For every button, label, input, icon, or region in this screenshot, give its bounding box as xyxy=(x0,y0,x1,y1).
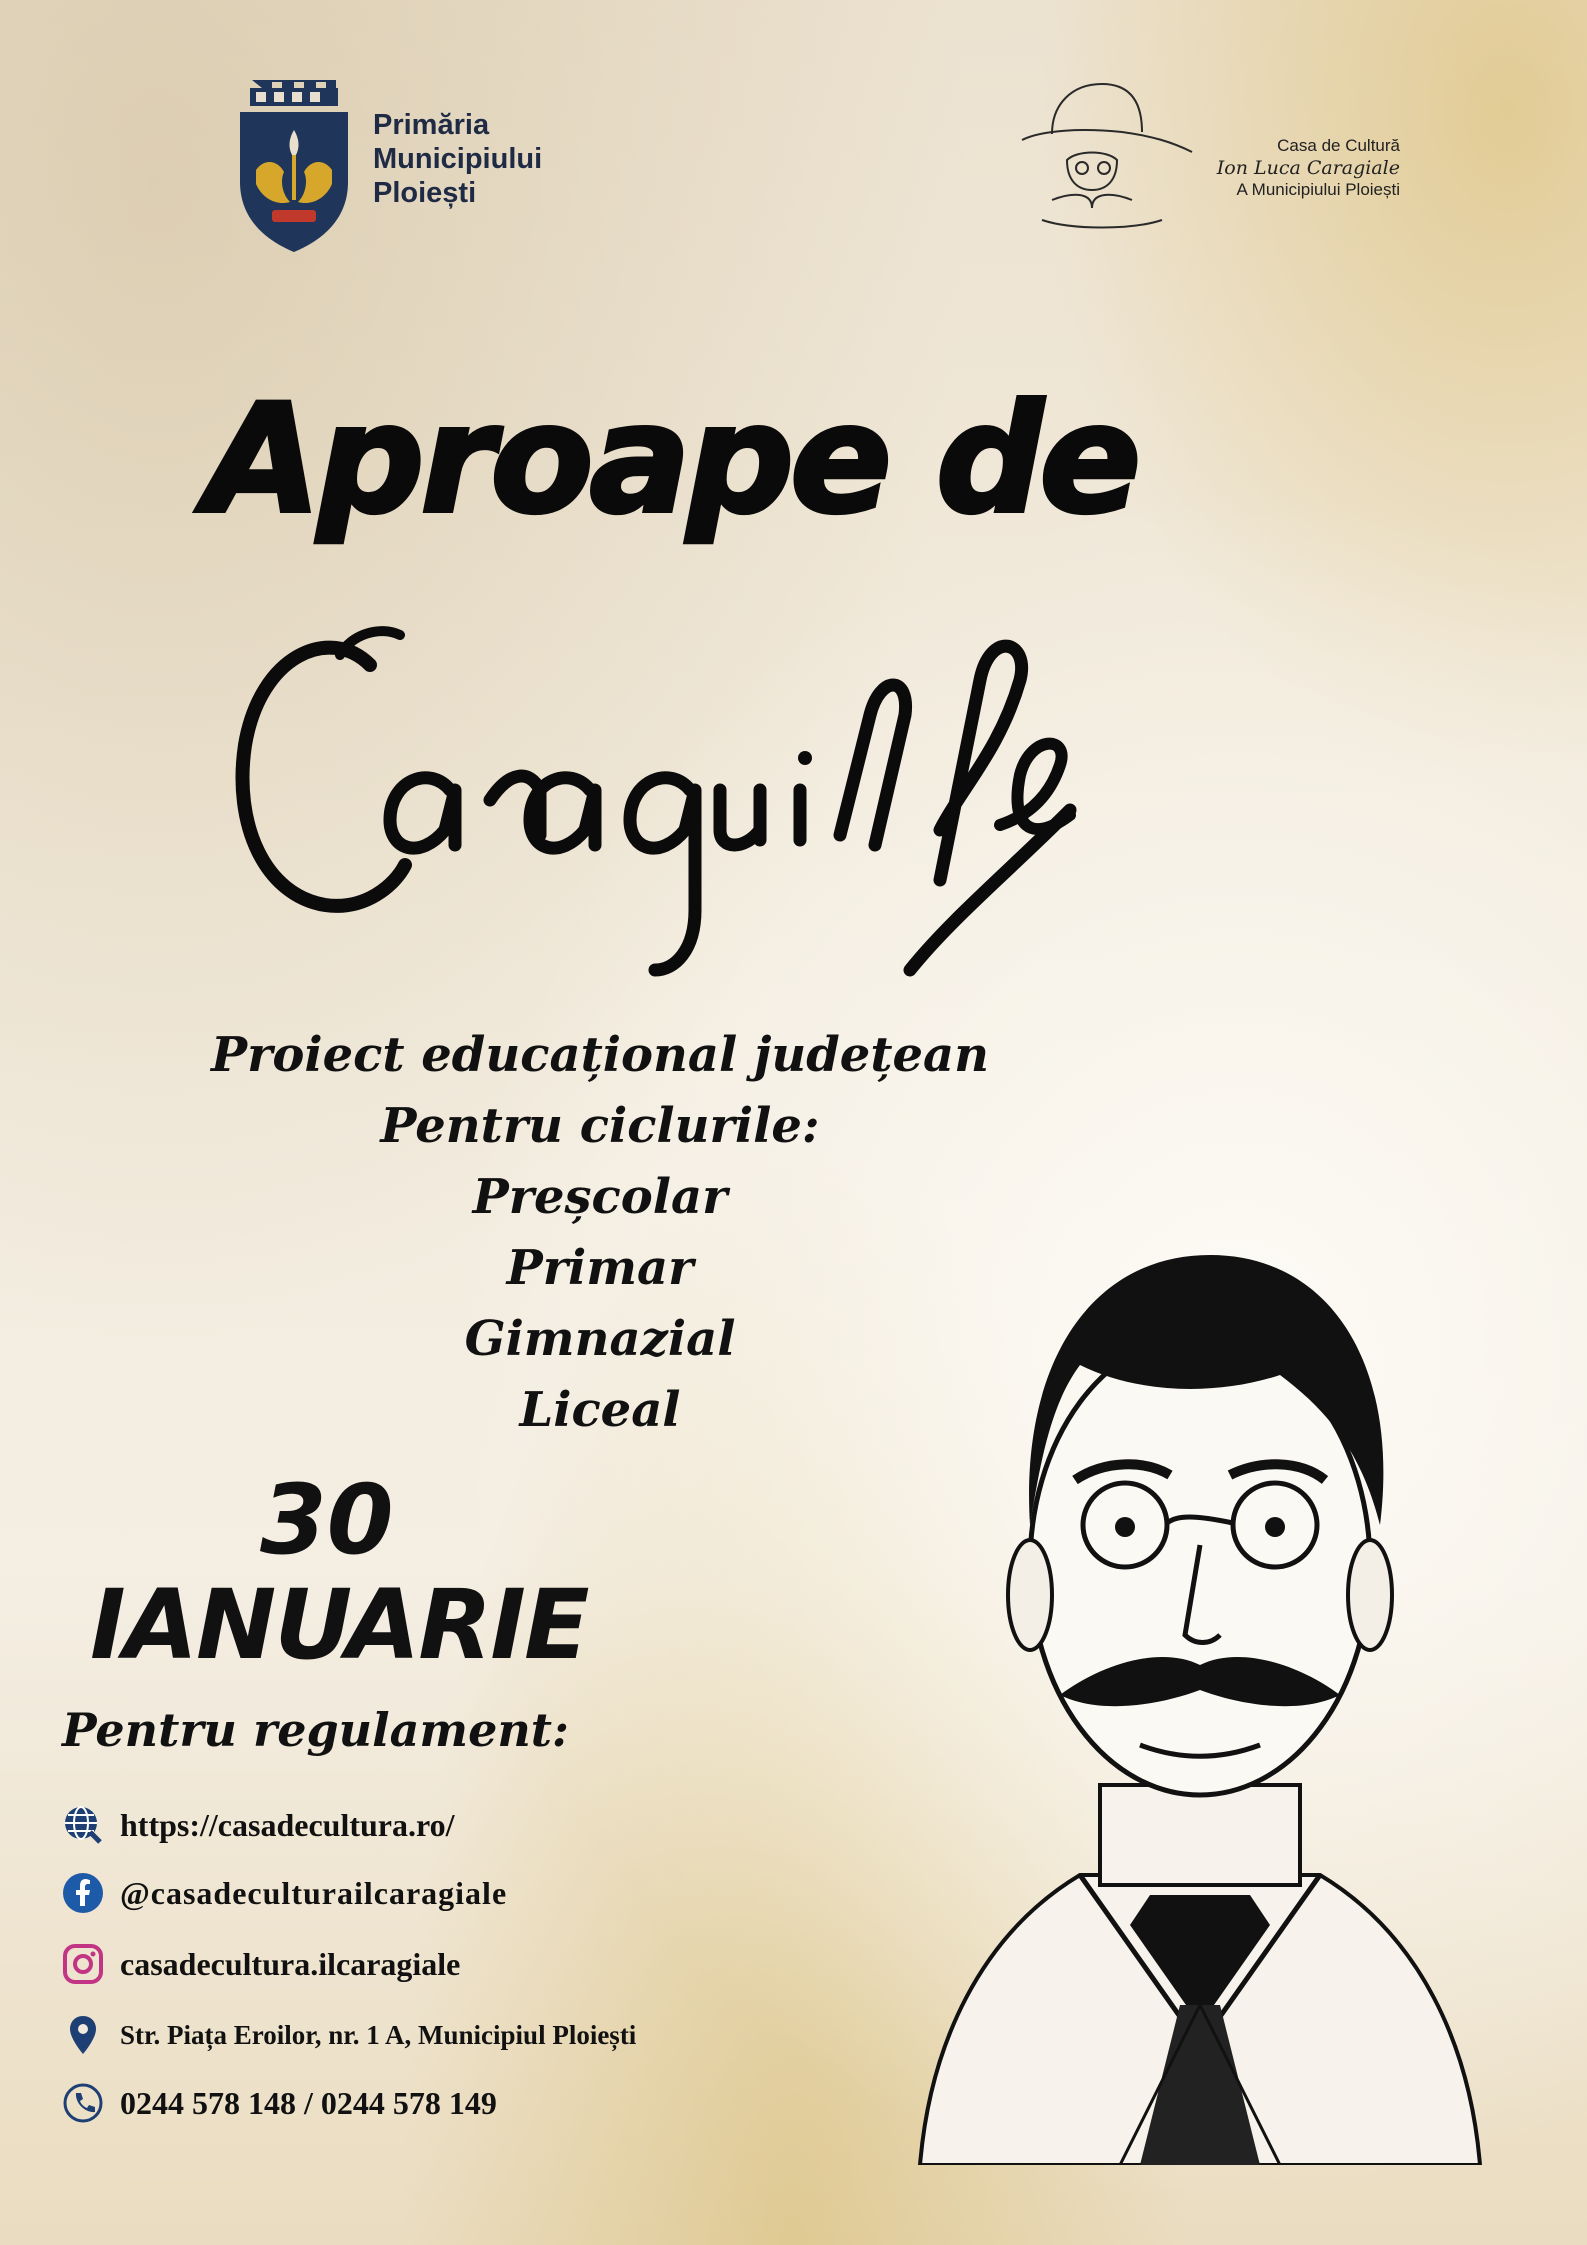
instagram-link[interactable] xyxy=(62,1939,460,1989)
municipality-line: Municipiului xyxy=(373,143,543,175)
phone-text: 0244 578 148 / 0244 578 149 xyxy=(120,2084,497,2121)
municipality-name xyxy=(373,108,542,210)
cultural-house-name xyxy=(1170,135,1400,201)
facebook-icon xyxy=(62,1872,104,1914)
project-line: Gimnazial xyxy=(464,1311,736,1367)
project-line: Preșcolar xyxy=(472,1169,728,1225)
cultural-house-line: A Municipiului Ploiești xyxy=(1236,180,1400,199)
caragiale-signature-graphic xyxy=(220,560,1250,1020)
facebook-link[interactable] xyxy=(62,1868,507,1918)
instagram-text: casadecultura.ilcaragiale xyxy=(120,1945,461,1982)
cultural-house-signature: Ion Luca Caragiale xyxy=(1216,157,1400,179)
municipality-line: Ploiești xyxy=(373,177,477,209)
event-day: 30 xyxy=(260,1464,394,1576)
project-line: Liceal xyxy=(519,1382,681,1438)
project-line: Primar xyxy=(506,1240,694,1296)
instagram-icon xyxy=(62,1943,104,1985)
caragiale-portrait-illustration xyxy=(880,1225,1520,2165)
cultural-house-line: Casa de Cultură xyxy=(1277,136,1400,155)
project-line: Pentru ciclurile: xyxy=(380,1098,820,1154)
address xyxy=(62,2010,636,2060)
facebook-text: @casadeculturailcaragiale xyxy=(120,1874,508,1911)
address-text: Str. Piața Eroilor, nr. 1 A, Municipiul Ploiești xyxy=(120,2019,637,2050)
phone-numbers[interactable] xyxy=(62,2078,497,2128)
regulations-heading: Pentru regulament: xyxy=(62,1703,570,1757)
website-text: https://casadecultura.ro/ xyxy=(120,1806,455,1843)
phone-icon xyxy=(62,2082,104,2124)
location-pin-icon xyxy=(62,2014,104,2056)
poster-title: Aproape de xyxy=(205,373,1138,547)
ploiesti-coat-of-arms-icon xyxy=(234,70,354,254)
globe-icon xyxy=(62,1804,104,1846)
project-line: Proiect educațional județean xyxy=(210,1027,990,1083)
website-link[interactable] xyxy=(62,1800,455,1850)
event-month: IANUARIE xyxy=(90,1569,588,1681)
municipality-line: Primăria xyxy=(373,109,490,141)
